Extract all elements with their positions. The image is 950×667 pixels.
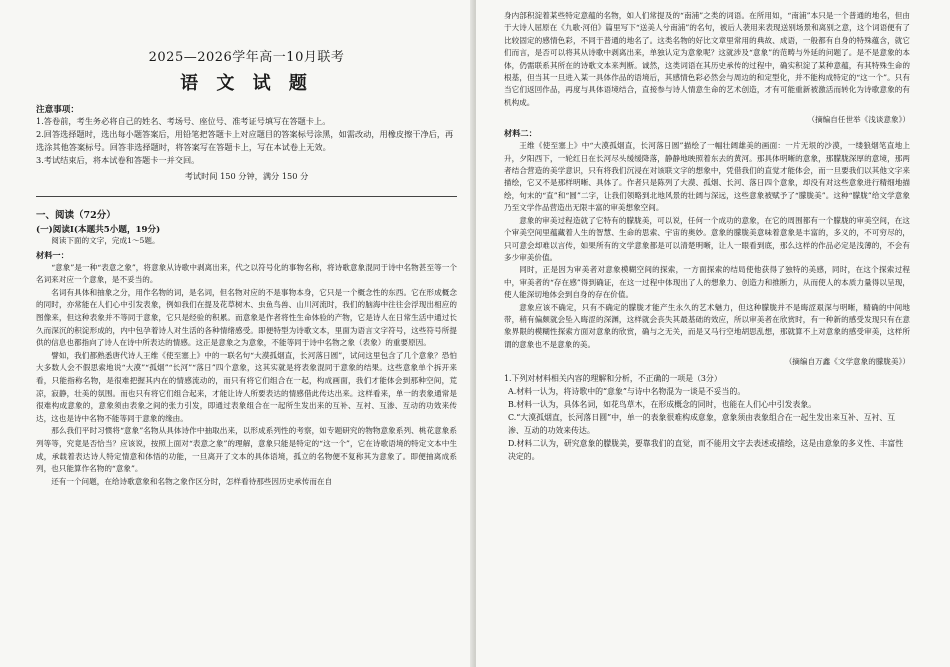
paragraph: 身内部积淀着某些特定意蕴的名物，如人们常提及的“南浦”之类的词语。在所用如，“南浦”本只是一个普通的地名，但由于大诗人屈原在《九歌·河伯》篇里写下“送美人兮南浦”的名句，被后人袭用来表现送别场景和离别之意，这个词语便有了比较固定的感情色彩，不同于普通的地名了。这类名物的好比文章里常用的典故、成语，一般都有自身的特殊蕴含，就它们而言，是否可以将其从诗歌中剥离出来，单独认定为意象呢？这就涉及“意象”的范畴与外延的问题了。是不是意象的本体，仍需联系其所在的诗歌文本来判断。诚然，这类词语在其历史承传的过程中，确实积淀了某种意蕴，有其特殊生命的根基，但当其一旦进入某一具体作品的语境后，其感情色彩必然会与周边的和定型化，并不能构成特定的“这一个”。只有当它们返回作品，再度与具体语境结合，直接参与诗人情意生命的艺术创造，才有可能重新被激活而转化为诗歌意象的有机构成。 [504,11,910,107]
question-option-a: A.材料一认为，将诗歌中的“意象”与诗中名物混为一谈是不妥当的。 [508,387,746,397]
paragraph: 意象的审美过程造就了它特有的朦胧美，可以说，任何一个成功的意象，在它的周围都有一个朦胧的审美空间，在这个审美空间里蕴藏着人生的智慧、生命的思索、宇宙的奥妙。意象的朦胧美意味着意象是丰富的，多义的，不可穷尽的，只可意会却难以言传，如果所有的文学意象都是可以清楚明晰，让人一眼看到底，那么这样的作品必定是浅薄的，不会有多少审美价值。 [504,215,910,262]
notice-item: 2.回答选择题时，选出每小题答案后，用铅笔把答题卡上对应题目的答案标号涂黑，如需改动，用橡皮擦干净后，再选涂其他答案标号。回答非选择题时，将答案写在答题卡上，写在本试卷上无效。 [36,129,454,152]
paragraph: 那么我们平时习惯将“意象”名物从具体诗作中抽取出来，以形成系列性的考察，如专题研究的物物意象系列、桃花意象系列等等，究竟是否恰当？应该说，按照上面对“表意之象”的理解，意象只能是特定的“这一个”，它在诗歌语境的特定文本中生成，承载着表达诗人特定情意和体悟的功能，一旦离开了文本的具体语境，孤立的名物便不复称其为意象了。即便抽离成系列，也只能算作名物的“意象”。 [36,426,457,474]
subsection-title: (一)阅读Ⅰ(本题共5小题，19分) [36,225,161,235]
exam-time-line: 考试时间 150 分钟，满分 150 分 [184,171,309,181]
notice-item: 3.考试结束后，将本试卷和答题卡一并交回。 [36,155,200,165]
paragraph: 名词有具体和抽象之分，用作名物的词，是名词，但名物对应的不是事物本身，它只是一个概念性的东西。它在形成概念的同时，亦常能在人们心中引发表象，例如我们在提及花草树木、虫鱼鸟兽、山川河流时，我们的脑海中往往会浮现出相应的图像来，但这种表象并不等同于意象，它只是经验的积累。而意象是作者将性生命体验的产物，它是诗人在日常生活中通过长久而深沉的积淀形成的，内中包孕着诗人对生活的各种情绪感受。即便特型为诗歌文本，里面为语言文字符号，这些符号所提供的信息也都指向了诗人在诗中所表达的情感。这正是意象之为意象，不能等同于诗中名物之象（表象）的重要原因。 [36,287,457,348]
material2-label: 材料二： [504,128,537,139]
notice-item: 1.答卷前，考生务必将自己的姓名、考场号、座位号、准考证号填写在答题卡上。 [36,116,331,126]
paragraph: “意象”是一种“表意之象”，将意象从诗歌中剥离出来，代之以符号化的事物名称，将诗歌意象混同于诗中名物甚至等一个名词来对应一个意象，是不妥当的。 [36,262,457,285]
paragraph: 意象应该不确定，只有不确定的朦胧才能产生永久的艺术魅力，但这种朦胧并不是晦涩艰深与明晰，精确的中间地带，稍有偏颇就会坠入晦涩的深渊，这样就会丧失其最基础的效应，所以审美者在欣赏时，有一种新的感受发现只有在意象界限的模糊性探索方面对意象的欣赏，确与之无关，而是又马行空地胡思乱想，那就算不上对意象的感受审美，这样所谓的意象也不是意象的美。 [504,302,910,349]
paragraph: 王维《使至塞上》中“大漠孤烟直，长河落日圆”描绘了一幅壮阔雄美的画面：一片无垠的沙漠，一缕狼烟笔直地上升，夕阳西下，一轮红日在长河尽头缓缓降落，静静地映照着东去的黄河。那具体明晰的意象，那朦胧深厚的意境，那两者结合营造的美学意识，只有将我们沉浸在对该联文字的想象中，凭借我们的直觉才能体会，而一旦要我们以其他文字来描绘，它又不是那样明晰、具体了。作者只是陈列了大漠、孤烟、长河、落日四个意象，却没有对这些意象进行精细地描绘，句末的“直”和“圆”二字，让我们领略到北地风景的壮阔与深远，这些意象被赋予了“朦胧美”。这种“朦胧”给文学意象乃至文学作品营造出无限丰富的审美想象空间。 [504,141,910,213]
right-page [475,0,950,667]
notice-heading: 注意事项： [36,105,79,115]
paragraph: 还有一个问题，在给诗歌意象和名物之象作区分时，怎样看待那些因历史承传而在自 [51,476,333,486]
question-stem: 1.下列对材料相关内容的理解和分析，不正确的一项是（3分） [504,374,722,384]
question-option-b: B.材料一认为，具体名词，如花鸟草木，在形成概念的同时，也能在人们心中引发表象。 [508,400,817,410]
instruction: 阅读下面的文字，完成1～5题。 [51,236,160,245]
paragraph: 同时，正是因为审美者对意象模糊空间的探索，一方面探索的结局使他获得了独特的美感，同时，在这个探索过程中，审美者的“存在感”得到确证，在这一过程中体现出了人的想象力、创造力和推断力，从而使人的本质力量得以呈现，使人能深切地体会到自身的存在价值。 [504,265,910,300]
material1-label: 材料一： [36,249,69,260]
section-title: 一、阅读（72分） [36,210,116,221]
source-citation: （摘编自万鑫《文学意象的朦胧美》） [784,357,910,367]
subject-title: 语 文 试 题 [180,73,313,94]
exam-title: 2025—2026学年高一10月联考 [148,50,345,65]
question-option-c: C.“大漠孤烟直，长河落日圆”中，单一的表象很难构成意象，意象须由表象组合在一起生发出来互补、互衬、互渗、互动的功效来传达。 [508,413,896,436]
source-citation: （摘编自任世举《浅谈意象》） [807,115,910,125]
paragraph: 譬如，我们都熟悉唐代诗人王维《使至塞上》中的一联名句“大漠孤烟直，长河落日圆”，试问这里包含了几个意象？恐怕大多数人会不假思索地说“大漠”“孤烟”“长河”“落日”四个意象，这其实就是将表象混同于意象的结果。这些意象单个拆开来看，只能指称名物，是很难把握其内在的情感流动的，而只有将它们组合在一起，构成画面，我们才能体会到那种空间，荒凉，寂静，壮美的氛围。而也只有将它们组合起来，才能让诗人所要表达的情感借此传达出来。这样看来，单一的表象通常是很难构成意象的，意象须由表象之间的张力引发，即通过表象组合在一起所生发出来的互补、互衬、互渗、互动的功效来传达，这也是诗中名物不能等同于意象的缘由。 [36,350,457,423]
question-option-d: D.材料二认为，研究意象的朦胧美，要靠我们的直觉，而不能用文字去表述或描绘，这是由意象的多义性、丰富性决定的。 [508,439,904,462]
divider [36,196,457,197]
